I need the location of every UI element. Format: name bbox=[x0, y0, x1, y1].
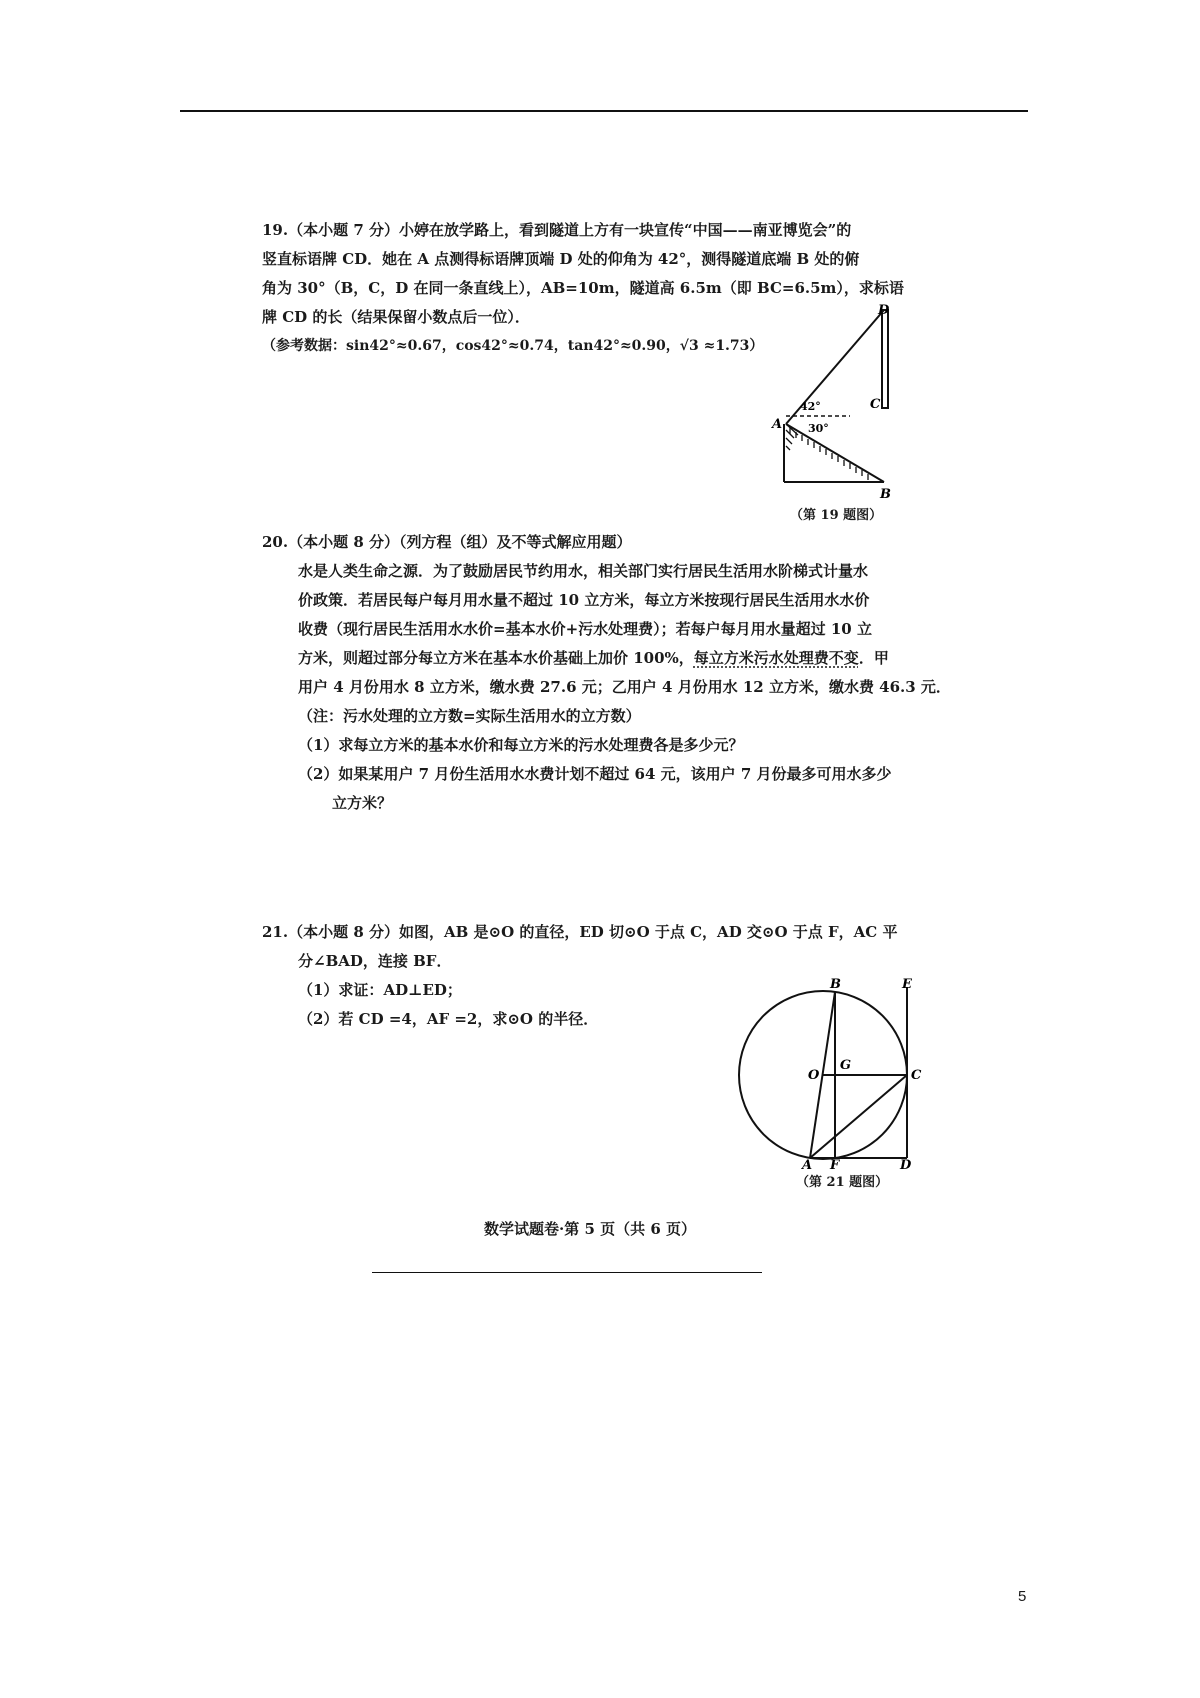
label-a: A bbox=[802, 1158, 813, 1170]
figure-21-caption: （第 21 题图） bbox=[796, 1175, 889, 1190]
q20-line: 价政策．若居民每户每月用水量不超过 10 立方米，每立方米按现行居民生活用水水价 bbox=[298, 591, 870, 609]
label-g: G bbox=[840, 1058, 852, 1073]
angle-30: 30° bbox=[808, 422, 829, 435]
angle-42: 42° bbox=[800, 400, 821, 413]
label-o: O bbox=[808, 1068, 820, 1083]
figure-19 bbox=[750, 300, 910, 500]
label-b: B bbox=[830, 977, 841, 992]
billboard-cd bbox=[882, 310, 888, 408]
label-d: D bbox=[900, 1158, 912, 1170]
header-rule bbox=[180, 110, 1028, 112]
figure-21 bbox=[730, 975, 930, 1170]
q20-emphasis: 每立方米污水处理费不变 bbox=[693, 649, 859, 667]
sight-line-to-b bbox=[786, 424, 884, 482]
figure-19-caption: （第 19 题图） bbox=[790, 508, 883, 523]
hatch-marks bbox=[790, 428, 868, 480]
q21-line: 21.（本小题 8 分）如图，AB 是⊙O 的直径，ED 切⊙O 于点 C，AD 交⊙O 于点 F，AC 平 bbox=[262, 923, 898, 941]
label-c: C bbox=[870, 397, 881, 412]
q19-line: 竖直标语牌 CD．她在 A 点测得标语牌顶端 D 处的仰角为 42°，测得隧道底端 B 处的俯 bbox=[262, 250, 860, 268]
q20-line: 20.（本小题 8 分）（列方程（组）及不等式解应用题） bbox=[262, 533, 632, 551]
q20-subquestion-2-cont: 立方米？ bbox=[332, 794, 393, 812]
q20-line-part: 方米，则超过部分每立方米在基本水价基础上加价 100%， bbox=[298, 649, 694, 667]
label-c: C bbox=[911, 1068, 922, 1083]
q20-line-part: ．甲 bbox=[858, 649, 889, 667]
line-ac bbox=[810, 1075, 907, 1158]
q21-subquestion-1: （1）求证：AD⊥ED； bbox=[298, 981, 462, 999]
q20-line bbox=[262, 644, 962, 673]
page-number: 5 bbox=[1018, 1588, 1027, 1605]
label-e: E bbox=[902, 977, 912, 992]
q21-line: 分∠BAD，连接 BF． bbox=[298, 952, 452, 970]
q21-subquestion-2: （2）若 CD =4，AF =2，求⊙O 的半径． bbox=[298, 1010, 599, 1028]
q19-reference-data: （参考数据：sin42°≈0.67，cos42°≈0.74，tan42°≈0.90，√3 ≈1.73） bbox=[262, 338, 764, 354]
label-d: D bbox=[878, 303, 890, 318]
q20-note: （注：污水处理的立方数=实际生活用水的立方数） bbox=[298, 707, 641, 725]
label-a: A bbox=[772, 417, 783, 432]
q20-line: 水是人类生命之源．为了鼓励居民节约用水，相关部门实行居民生活用水阶梯式计量水 bbox=[298, 562, 869, 580]
label-b: B bbox=[880, 487, 891, 500]
q20-line: 收费（现行居民生活用水水价=基本水价+污水处理费）；若每户每月用水量超过 10 立 bbox=[298, 620, 872, 638]
page-footer: 数学试题卷·第 5 页（共 6 页） bbox=[484, 1220, 696, 1238]
q19-line: 牌 CD 的长（结果保留小数点后一位）． bbox=[262, 308, 530, 326]
label-f: F bbox=[830, 1158, 840, 1170]
footer-rule bbox=[372, 1272, 762, 1273]
q19-line: 角为 30°（B，C，D 在同一条直线上），AB=10m，隧道高 6.5m（即 BC=6.5m），求标语 bbox=[262, 279, 904, 297]
question-20 bbox=[262, 528, 962, 818]
q20-line: 用户 4 月份用水 8 立方米，缴水费 27.6 元；乙用户 4 月份用水 12 立方米，缴水费 46.3 元． bbox=[298, 678, 951, 696]
q19-line: 19.（本小题 7 分）小婷在放学路上，看到隧道上方有一块宣传“中国——南亚博览会”的 bbox=[262, 221, 852, 239]
q20-subquestion-1: （1）求每立方米的基本水价和每立方米的污水处理费各是多少元？ bbox=[298, 736, 744, 754]
q20-subquestion-2: （2）如果某用户 7 月份生活用水水费计划不超过 64 元，该用户 7 月份最多可用水多少 bbox=[298, 765, 892, 783]
